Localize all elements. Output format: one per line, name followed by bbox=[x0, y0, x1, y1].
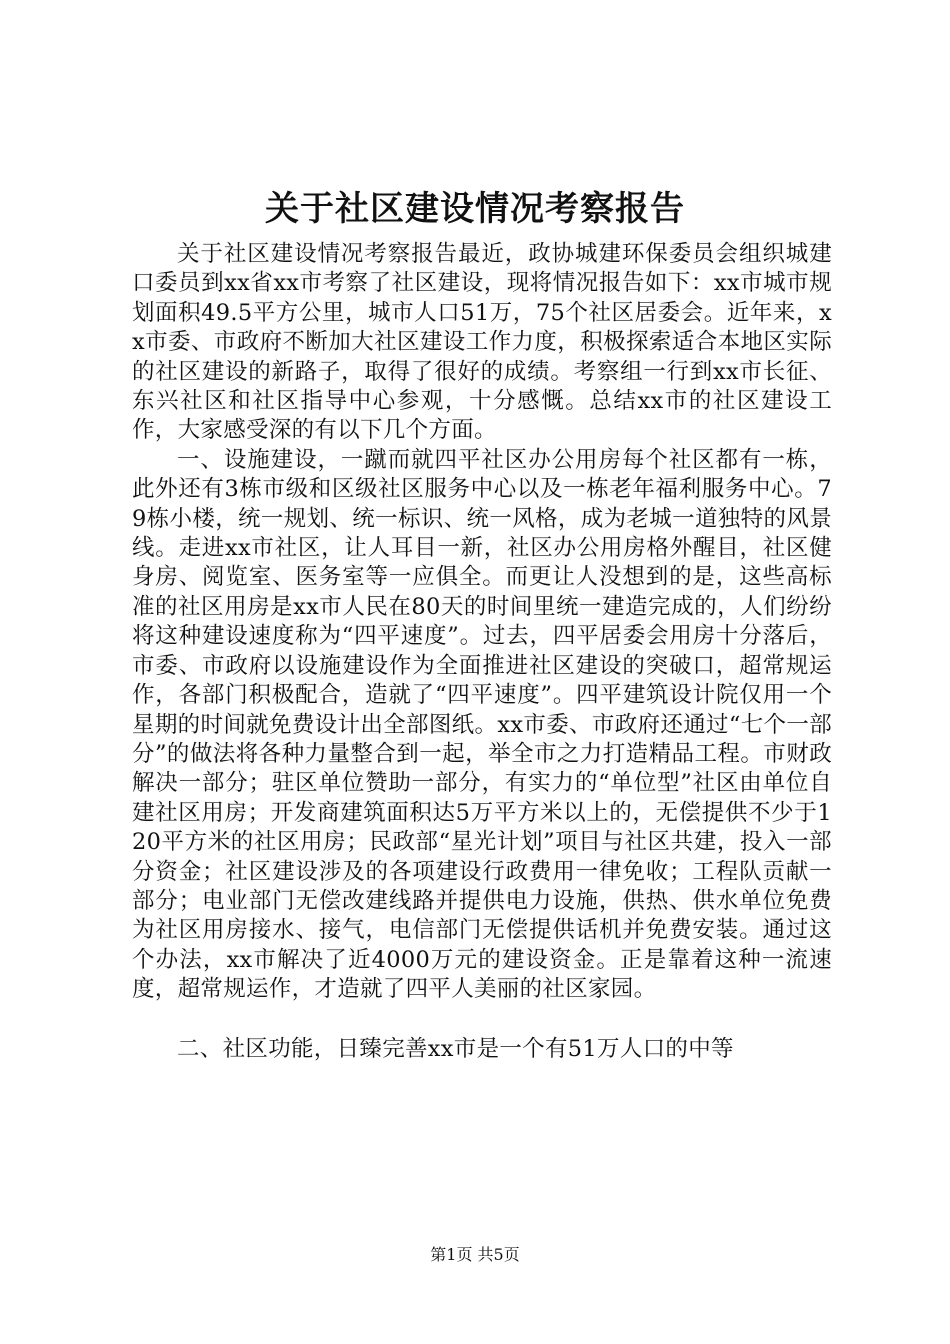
document-body bbox=[132, 240, 832, 1064]
paragraph-intro: 关于社区建设情况考察报告最近，政协城建环保委员会组织城建口委员到xx省xx市考察了社区建设，现将情况报告如下：xx市城市规划面积49.5平方公里，城市人口51万，75个社区居委会。近年来，xx市委、市政府不断加大社区建设工作力度，积极探索适合本地区实际的社区建设的新路子，取得了很好的成绩。考察组一行到xx市长征、东兴社区和社区指导中心参观，十分感慨。总结xx市的社区建设工作，大家感受深的有以下几个方面。 bbox=[132, 241, 832, 444]
paragraph-section-2: 二、社区功能，日臻完善xx市是一个有51万人口的中等 bbox=[177, 1035, 734, 1062]
document-title: 关于社区建设情况考察报告 bbox=[265, 189, 685, 229]
page-number: 第1页 共5页 bbox=[430, 1245, 520, 1264]
paragraph-section-1: 一、设施建设，一蹴而就四平社区办公用房每个社区都有一栋，此外还有3栋市级和区级社区服务中心以及一栋老年福利服务中心。79栋小楼，统一规划、统一标识、统一风格，成为老城一道独特的风景线。走进xx市社区，让人耳目一新，社区办公用房格外醒目，社区健身房、阅览室、医务室等一应俱全。而更让人没想到的是，这些高标准的社区用房是xx市人民在80天的时间里统一建造完成的，人们纷纷将这种建设速度称为“四平速度”。过去，四平居委会用房十分落后，市委、市政府以设施建设作为全面推进社区建设的突破口，超常规运作，各部门积极配合，造就了“四平速度”。四平建筑设计院仅用一个星期的时间就免费设计出全部图纸。xx市委、市政府还通过“七个一部分”的做法将各种力量整合到一起，举全市之力打造精品工程。市财政解决一部分；驻区单位赞助一部分，有实力的“单位型”社区由单位自建社区用房；开发商建筑面积达5万平方米以上的，无偿提供不少于120平方米的社区用房；民政部“星光计划”项目与社区共建，投入一部分资金；社区建设涉及的各项建设行政费用一律免收；工程队贡献一部分；电业部门无偿改建线路并提供电力设施，供热、供水单位免费为社区用房接水、接气，电信部门无偿提供话机并免费安装。通过这个办法，xx市解决了近4000万元的建设资金。正是靠着这种一流速度，超常规运作，才造就了四平人美丽的社区家园。 bbox=[132, 446, 832, 1003]
